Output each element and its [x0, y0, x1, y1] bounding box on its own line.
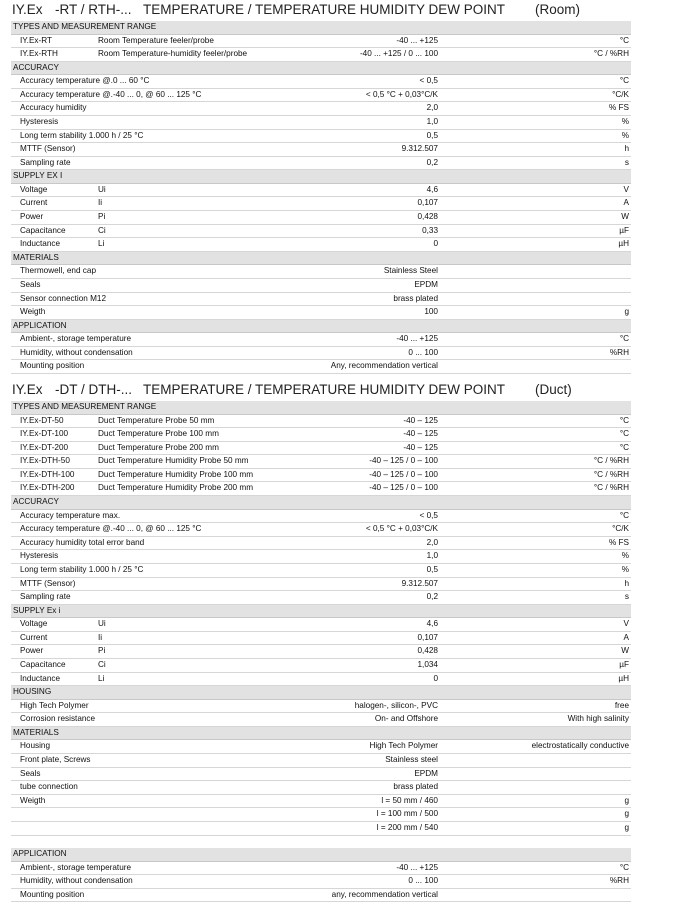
spec-value: -40 – 125 / 0 – 100 [369, 483, 438, 493]
spec-value: 4,6 [426, 184, 438, 194]
spec-value: any, recommendation vertical [331, 889, 438, 899]
spec-name: Power [20, 646, 44, 656]
spec-name: Weigth [20, 795, 46, 805]
spec-name: Accuracy temperature @.-40 ... 0, @ 60 ... 125 °C [20, 89, 202, 99]
spec-value: -40 – 125 / 0 – 100 [369, 456, 438, 466]
spec-name: Voltage [20, 184, 48, 194]
spec-name: Sampling rate [20, 157, 71, 167]
spec-name: Accuracy temperature @.0 ... 60 °C [20, 76, 150, 86]
spec-symbol: Duct Temperature Humidity Probe 200 mm [98, 483, 254, 493]
spec-row [11, 265, 631, 279]
spec-name: Power [20, 212, 44, 222]
spec-value: l = 200 mm / 540 [376, 822, 438, 832]
spec-unit: With high salinity [567, 714, 629, 724]
spec-value: l = 100 mm / 500 [376, 809, 438, 819]
spec-symbol: Ci [98, 660, 106, 669]
spec-symbol: Duct Temperature Probe 100 mm [98, 429, 219, 439]
spec-unit: g [624, 795, 629, 805]
group-header: APPLICATION [11, 848, 631, 862]
spec-unit: A [623, 198, 629, 208]
spec-symbol: Duct Temperature Probe 200 mm [98, 442, 219, 452]
spec-row [11, 102, 631, 116]
spec-value: 0,428 [417, 212, 438, 222]
spec-name: Hysteresis [20, 551, 59, 561]
spec-value: 0,33 [422, 225, 438, 235]
spec-value: 0,107 [417, 198, 438, 208]
spec-unit: °C [619, 862, 629, 872]
spec-name: MTTF (Sensor) [20, 578, 76, 588]
spec-row [11, 645, 631, 659]
duct-title-variant: (Duct) [535, 382, 572, 397]
spec-row [11, 225, 631, 239]
spec-name: Current [20, 198, 48, 208]
duct-spec-table [11, 401, 631, 902]
spec-row [11, 116, 631, 130]
spec-name: Current [20, 632, 48, 642]
spec-symbol: Li [98, 673, 105, 683]
room-sensor-section [11, 1, 631, 374]
spec-name: IY.Ex-DT-50 [20, 415, 64, 425]
spec-value: 0,5 [426, 564, 438, 574]
spec-unit: A [623, 632, 629, 642]
spec-symbol: Pi [98, 212, 106, 222]
spec-name: Capacitance [20, 225, 66, 235]
spec-name: Housing [20, 741, 51, 751]
spec-value: 1,034 [417, 660, 438, 669]
spec-unit: % [621, 130, 629, 140]
spec-row [11, 875, 631, 889]
duct-sensor-section [11, 381, 631, 902]
spec-name: tube connection [20, 782, 78, 792]
spec-row [11, 238, 631, 252]
spec-row [11, 578, 631, 592]
spec-unit: °C [619, 76, 629, 86]
spec-symbol: Ci [98, 225, 106, 235]
spec-unit: g [624, 822, 629, 832]
spec-unit: W [621, 212, 629, 222]
spec-row [11, 836, 631, 849]
duct-title-description: TEMPERATURE / TEMPERATURE HUMIDITY DEW POINT [143, 382, 506, 397]
spec-value: EPDM [414, 768, 438, 778]
duct-title-models: -DT / DTH-... [55, 382, 132, 397]
spec-row [11, 157, 631, 171]
spec-value: 9.312.507 [401, 144, 438, 154]
room-title-variant: (Room) [535, 2, 581, 17]
spec-row [11, 795, 631, 809]
spec-row [11, 889, 631, 902]
spec-value: -40 ... +125 [396, 334, 438, 344]
spec-row [11, 659, 631, 673]
spec-row [11, 428, 631, 442]
spec-value: brass plated [393, 293, 438, 303]
spec-unit: °C/K [612, 89, 629, 99]
spec-name: Accuracy humidity total error band [20, 537, 145, 547]
spec-row [11, 347, 631, 361]
spec-unit: µH [618, 239, 629, 249]
spec-unit: %RH [609, 876, 629, 886]
spec-name: IY.Ex-DTH-200 [20, 483, 75, 493]
spec-name: Seals [20, 279, 41, 289]
spec-name: High Tech Polymer [20, 700, 89, 710]
spec-row [11, 618, 631, 632]
room-title [11, 1, 631, 21]
spec-name: Accuracy temperature @.-40 ... 0, @ 60 ... 125 °C [20, 524, 202, 534]
spec-name: IY.Ex-DTH-50 [20, 456, 70, 466]
spec-row [11, 130, 631, 144]
spec-value: Stainless Steel [383, 266, 438, 276]
spec-unit: % [621, 551, 629, 561]
spec-name: Accuracy temperature max. [20, 510, 121, 520]
duct-title [11, 381, 631, 401]
spec-value: 2,0 [426, 537, 438, 547]
spec-row [11, 293, 631, 307]
spec-row [11, 333, 631, 347]
spec-value: -40 ... +125 [396, 35, 438, 45]
spec-value: halogen-, silicon-, PVC [354, 700, 438, 710]
spec-symbol: Duct Temperature Humidity Probe 50 mm [98, 456, 249, 466]
spec-symbol: Duct Temperature Probe 50 mm [98, 415, 215, 425]
spec-unit: °C [619, 35, 629, 45]
spec-unit: °C/K [612, 524, 629, 534]
spec-row [11, 89, 631, 103]
spec-row [11, 713, 631, 727]
spec-row [11, 184, 631, 198]
spec-row [11, 482, 631, 496]
spec-name: Front plate, Screws [20, 754, 91, 764]
spec-row [11, 862, 631, 876]
spec-value: 0 ... 100 [408, 876, 438, 886]
spec-value: Any, recommendation vertical [330, 361, 438, 371]
spec-value: 9.312.507 [401, 578, 438, 588]
spec-row [11, 822, 631, 836]
spec-row [11, 808, 631, 822]
spec-unit: °C / %RH [593, 49, 629, 59]
spec-value: 0 [433, 673, 438, 683]
spec-unit: °C [619, 415, 629, 425]
group-header: MATERIALS [11, 727, 631, 741]
spec-row [11, 469, 631, 483]
spec-value: brass plated [393, 782, 438, 792]
spec-row [11, 442, 631, 456]
spec-name: Sampling rate [20, 592, 71, 602]
spec-name: Corrosion resistance [20, 714, 96, 724]
spec-unit: °C [619, 510, 629, 520]
spec-value: 1,0 [426, 551, 438, 561]
spec-unit: V [623, 184, 629, 194]
spec-value: 0 [433, 239, 438, 249]
spec-row [11, 197, 631, 211]
spec-value: < 0,5 °C + 0,03°C/K [365, 89, 438, 99]
spec-name: Weigth [20, 307, 46, 317]
spec-row [11, 591, 631, 605]
spec-symbol: Pi [98, 646, 106, 656]
group-header: HOUSING [11, 686, 631, 700]
spec-value: -40 – 125 / 0 – 100 [369, 469, 438, 479]
spec-value: < 0,5 [419, 510, 438, 520]
spec-row [11, 754, 631, 768]
group-header: ACCURACY [11, 496, 631, 510]
spec-row [11, 564, 631, 578]
spec-name: Mounting position [20, 889, 85, 899]
spec-row [11, 537, 631, 551]
spec-unit: h [624, 578, 629, 588]
spec-value: Stainless steel [385, 754, 438, 764]
spec-name: Thermowell, end cap [20, 266, 96, 276]
spec-row [11, 768, 631, 782]
spec-unit: %RH [609, 347, 629, 357]
spec-value: High Tech Polymer [369, 741, 438, 751]
spec-row [11, 455, 631, 469]
spec-row [11, 632, 631, 646]
spec-unit: % [621, 116, 629, 126]
room-title-prefix: IY.Ex [12, 2, 43, 17]
spec-name: Mounting position [20, 361, 85, 371]
spec-value: 100 [424, 307, 438, 317]
spec-unit: % [621, 564, 629, 574]
group-header: TYPES AND MEASUREMENT RANGE [11, 401, 631, 415]
spec-row [11, 35, 631, 49]
spec-symbol: Duct Temperature Humidity Probe 100 mm [98, 469, 254, 479]
spec-value: 4,6 [426, 619, 438, 629]
spec-row [11, 673, 631, 687]
spec-symbol: Ii [98, 632, 103, 642]
spec-value: l = 50 mm / 460 [381, 795, 438, 805]
spec-unit: °C / %RH [593, 456, 629, 466]
spec-name: Seals [20, 768, 41, 778]
spec-name: Humidity, without condensation [20, 876, 133, 886]
spec-unit: V [623, 619, 629, 629]
spec-value: 0,5 [426, 130, 438, 140]
spec-unit: °C [619, 429, 629, 439]
spec-value: < 0,5 [419, 76, 438, 86]
spec-name: Capacitance [20, 660, 66, 669]
spec-unit: h [624, 144, 629, 154]
spec-name: IY.Ex-DT-100 [20, 429, 69, 439]
spec-value: 1,0 [426, 116, 438, 126]
spec-unit: % FS [608, 103, 629, 113]
spec-symbol: Ui [98, 619, 106, 629]
spec-unit: g [624, 307, 629, 317]
spec-name: IY.Ex-DTH-100 [20, 469, 75, 479]
group-header: SUPPLY EX I [11, 170, 631, 184]
spec-value: -40 – 125 [403, 442, 438, 452]
spec-name: MTTF (Sensor) [20, 144, 76, 154]
spec-row [11, 211, 631, 225]
spec-symbol: Li [98, 239, 105, 249]
spec-value: -40 – 125 [403, 429, 438, 439]
spec-name: Accuracy humidity [20, 103, 87, 113]
spec-name: IY.Ex-DT-200 [20, 442, 69, 452]
spec-symbol: Ii [98, 198, 103, 208]
spec-name: IY.Ex-RT [20, 35, 53, 45]
spec-row [11, 700, 631, 714]
group-header: MATERIALS [11, 252, 631, 266]
spec-value: 0,428 [417, 646, 438, 656]
spec-name: Long term stability 1.000 h / 25 °C [20, 564, 144, 574]
spec-value: 0 ... 100 [408, 347, 438, 357]
spec-unit: s [624, 592, 629, 602]
spec-value: EPDM [414, 279, 438, 289]
spec-value: On- and Offshore [374, 714, 438, 724]
spec-row [11, 143, 631, 157]
spec-name: Inductance [20, 239, 61, 249]
group-header: TYPES AND MEASUREMENT RANGE [11, 21, 631, 35]
spec-unit: µH [618, 673, 629, 683]
spec-value: 0,107 [417, 632, 438, 642]
room-spec-table [11, 21, 631, 374]
spec-value: -40 – 125 [403, 415, 438, 425]
group-header: SUPPLY Ex i [11, 605, 631, 619]
spec-unit: µF [619, 225, 629, 235]
spec-symbol: Ui [98, 184, 106, 194]
spec-unit: electrostatically conductive [531, 741, 629, 751]
spec-value: -40 ... +125 [396, 862, 438, 872]
spec-row [11, 75, 631, 89]
spec-name: Voltage [20, 619, 48, 629]
spec-unit: free [614, 700, 629, 710]
spec-unit: s [624, 157, 629, 167]
spec-unit: W [621, 646, 629, 656]
spec-value: 2,0 [426, 103, 438, 113]
spec-name: Inductance [20, 673, 61, 683]
spec-row [11, 510, 631, 524]
spec-row [11, 550, 631, 564]
group-header: APPLICATION [11, 320, 631, 334]
spec-name: Hysteresis [20, 116, 59, 126]
spec-value: -40 ... +125 / 0 ... 100 [359, 49, 438, 59]
room-title-models: -RT / RTH-... [55, 2, 132, 17]
spec-name: Sensor connection M12 [20, 293, 107, 303]
spec-value: 0,2 [426, 592, 438, 602]
spec-unit: °C / %RH [593, 469, 629, 479]
duct-title-prefix: IY.Ex [12, 382, 43, 397]
spec-row [11, 415, 631, 429]
spec-name: IY.Ex-RTH [20, 49, 58, 59]
group-header: ACCURACY [11, 62, 631, 76]
spec-row [11, 523, 631, 537]
spec-unit: g [624, 809, 629, 819]
spec-row [11, 740, 631, 754]
spec-unit: µF [619, 660, 629, 669]
spec-value: < 0,5 °C + 0,03°C/K [365, 524, 438, 534]
spec-symbol: Room Temperature feeler/probe [98, 35, 214, 45]
spec-unit: °C [619, 334, 629, 344]
spec-unit: °C / %RH [593, 483, 629, 493]
spec-name: Humidity, without condensation [20, 347, 133, 357]
spec-symbol: Room Temperature-humidity feeler/probe [98, 49, 248, 59]
spec-row [11, 306, 631, 320]
spec-name: Ambient-, storage temperature [20, 334, 132, 344]
spec-unit: °C [619, 442, 629, 452]
spec-row [11, 279, 631, 293]
spec-row [11, 48, 631, 62]
spec-row [11, 360, 631, 374]
spec-row [11, 781, 631, 795]
spec-unit: % FS [608, 537, 629, 547]
spec-name: Ambient-, storage temperature [20, 862, 132, 872]
room-title-description: TEMPERATURE / TEMPERATURE HUMIDITY DEW POINT [143, 2, 506, 17]
spec-value: 0,2 [426, 157, 438, 167]
spec-name: Long term stability 1.000 h / 25 °C [20, 130, 144, 140]
